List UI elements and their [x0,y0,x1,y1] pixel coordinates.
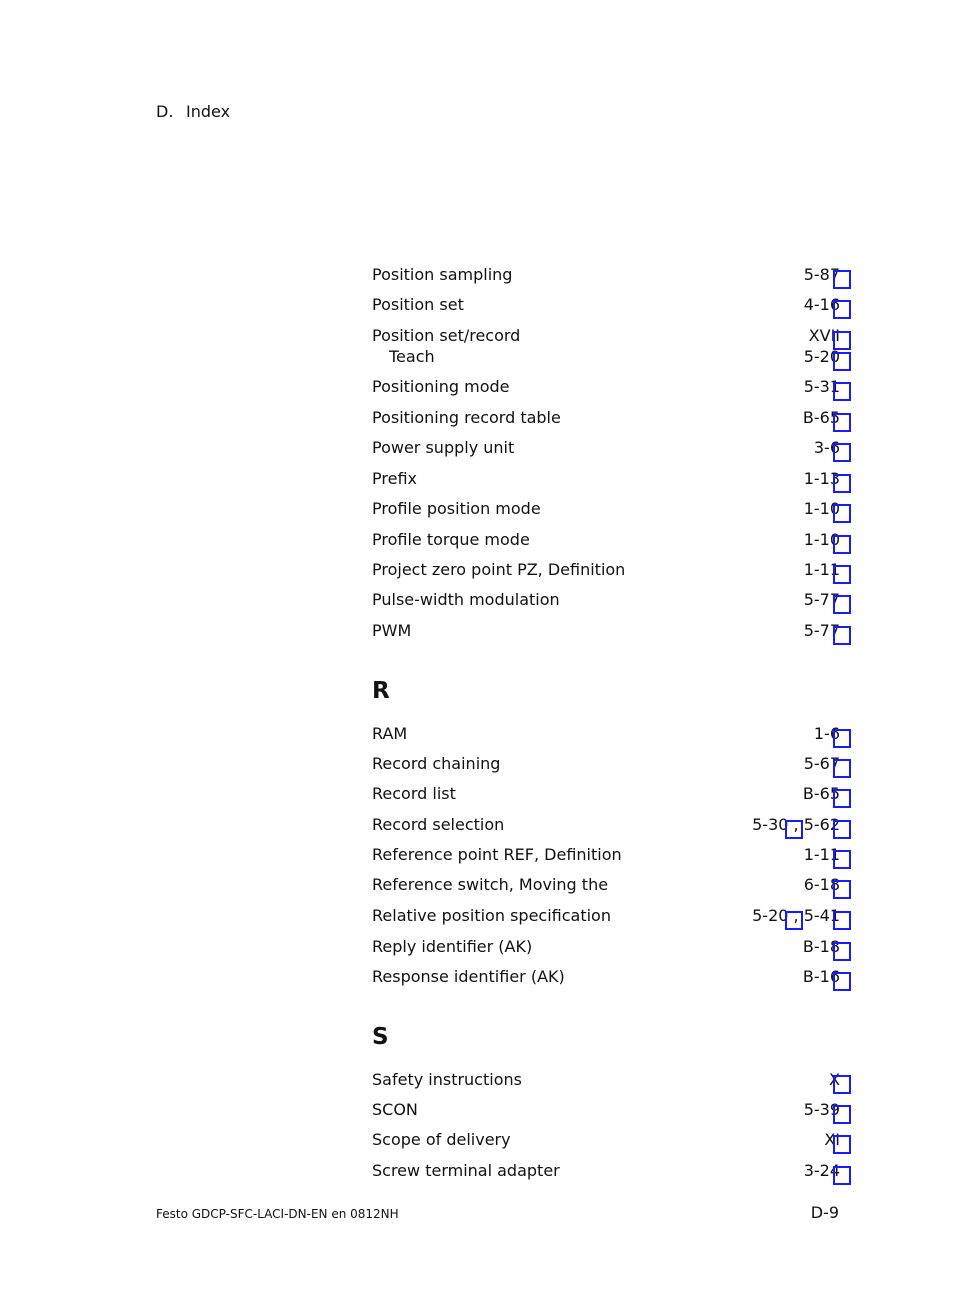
index-term: Reference point REF, Definition [372,845,622,864]
link-box[interactable] [833,382,851,401]
index-entry [372,498,840,520]
index-entry [372,294,840,316]
index-term: SCON [372,1100,418,1119]
index-term: Profile position mode [372,499,541,518]
index-entry [372,936,840,958]
link-box[interactable] [833,535,851,554]
index-term: Record chaining [372,754,501,773]
link-box[interactable] [833,880,851,899]
index-entry [372,966,840,988]
link-box[interactable] [833,504,851,523]
link-box[interactable] [833,1105,851,1124]
link-box[interactable] [833,850,851,869]
link-box[interactable] [833,595,851,614]
index-entry [372,874,840,896]
page-link[interactable]: 5-67 [803,754,840,773]
link-box[interactable] [785,911,803,930]
index-entry [372,325,840,347]
index-entry [372,559,840,581]
index-entry [372,783,840,805]
page-separator: , [788,815,804,834]
link-box[interactable] [833,352,851,371]
index-term: Screw terminal adapter [372,1161,560,1180]
index-term: Profile torque mode [372,530,530,549]
index-entry [372,1099,840,1121]
index-entry [372,589,840,611]
index-term: Response identifier (AK) [372,967,565,986]
index-entry [372,468,840,490]
page-link[interactable]: 4-16 [803,295,840,314]
index-term: Pulse-width modulation [372,590,560,609]
page-link[interactable]: 5-77 [803,590,840,609]
link-box[interactable] [833,270,851,289]
link-box[interactable] [833,759,851,778]
page-link[interactable]: XVII [808,326,840,345]
link-box[interactable] [833,1075,851,1094]
index-entry [372,905,840,927]
index-term: Prefix [372,469,417,488]
index-term: Position sampling [372,265,513,284]
link-box[interactable] [833,972,851,991]
link-box[interactable] [833,820,851,839]
page-link[interactable]: 5-41 [803,906,840,925]
index-term: Position set/record [372,326,521,345]
index-entry [372,814,840,836]
page-link[interactable]: 5-20 [752,906,789,925]
index-entry [372,437,840,459]
index-entry [372,407,840,429]
index-entry [372,844,840,866]
link-box[interactable] [833,789,851,808]
page-link[interactable]: 1-10 [803,499,840,518]
page-link[interactable]: 5-20 [803,347,840,366]
link-box[interactable] [833,565,851,584]
index-entry [372,753,840,775]
page-link[interactable]: 1-10 [803,530,840,549]
index-term: Position set [372,295,464,314]
page-link[interactable]: 5-87 [803,265,840,284]
link-box[interactable] [833,911,851,930]
page-link[interactable]: 1-11 [803,845,840,864]
page-link[interactable]: XI [824,1130,840,1149]
index-letter-heading: R [372,678,390,704]
link-box[interactable] [785,820,803,839]
index-term: Scope of delivery [372,1130,511,1149]
page-link[interactable]: 3-24 [803,1161,840,1180]
index-entry [372,1069,840,1091]
index-entry [372,620,840,642]
index-term: Power supply unit [372,438,515,457]
index-entry [372,1129,840,1151]
link-box[interactable] [833,474,851,493]
page-link[interactable]: 1-6 [813,724,840,743]
link-box[interactable] [833,626,851,645]
section-title: Index [186,102,231,121]
index-letter-heading: S [372,1024,389,1050]
page-link[interactable]: B-18 [802,937,840,956]
footer-text: Festo GDCP-SFC-LACI-DN-EN en 0812NH [156,1207,399,1221]
index-term: Safety instructions [372,1070,522,1089]
page-link[interactable]: 5-31 [803,377,840,396]
page-link[interactable]: 5-39 [803,1100,840,1119]
page-link[interactable]: X [829,1070,840,1089]
link-box[interactable] [833,1166,851,1185]
index-term: Positioning record table [372,408,561,427]
page-link[interactable]: 5-30 [752,815,789,834]
index-entry [372,723,840,745]
index-term: Teach [389,347,435,366]
page-link[interactable]: 3-6 [813,438,840,457]
link-box[interactable] [833,729,851,748]
index-term: Positioning mode [372,377,510,396]
index-entry [372,529,840,551]
index-term: RAM [372,724,408,743]
page-link[interactable]: 1-13 [803,469,840,488]
link-box[interactable] [833,942,851,961]
page-link[interactable]: B-65 [802,784,840,803]
link-box[interactable] [833,300,851,319]
index-term: Project zero point PZ, Definition [372,560,626,579]
index-term: Reference switch, Moving the [372,875,609,894]
index-entry [372,1160,840,1182]
index-term: Record selection [372,815,505,834]
section-header [156,102,230,121]
page-link[interactable]: B-65 [802,408,840,427]
page-separator: , [788,906,804,925]
index-term: Relative position specification [372,906,611,925]
index-term: PWM [372,621,412,640]
index-term: Record list [372,784,456,803]
page-link[interactable]: 6-18 [803,875,840,894]
link-box[interactable] [833,413,851,432]
section-number: D. [156,102,174,121]
page-link[interactable]: 5-77 [803,621,840,640]
index-term: Reply identifier (AK) [372,937,533,956]
page-number: D-9 [810,1203,839,1222]
index-entry [372,346,840,368]
page-link[interactable]: 5-62 [803,815,840,834]
page-link[interactable]: 1-11 [803,560,840,579]
page-link[interactable]: B-16 [802,967,840,986]
index-entry [372,264,840,286]
index-entry [372,376,840,398]
link-box[interactable] [833,1135,851,1154]
link-box[interactable] [833,443,851,462]
